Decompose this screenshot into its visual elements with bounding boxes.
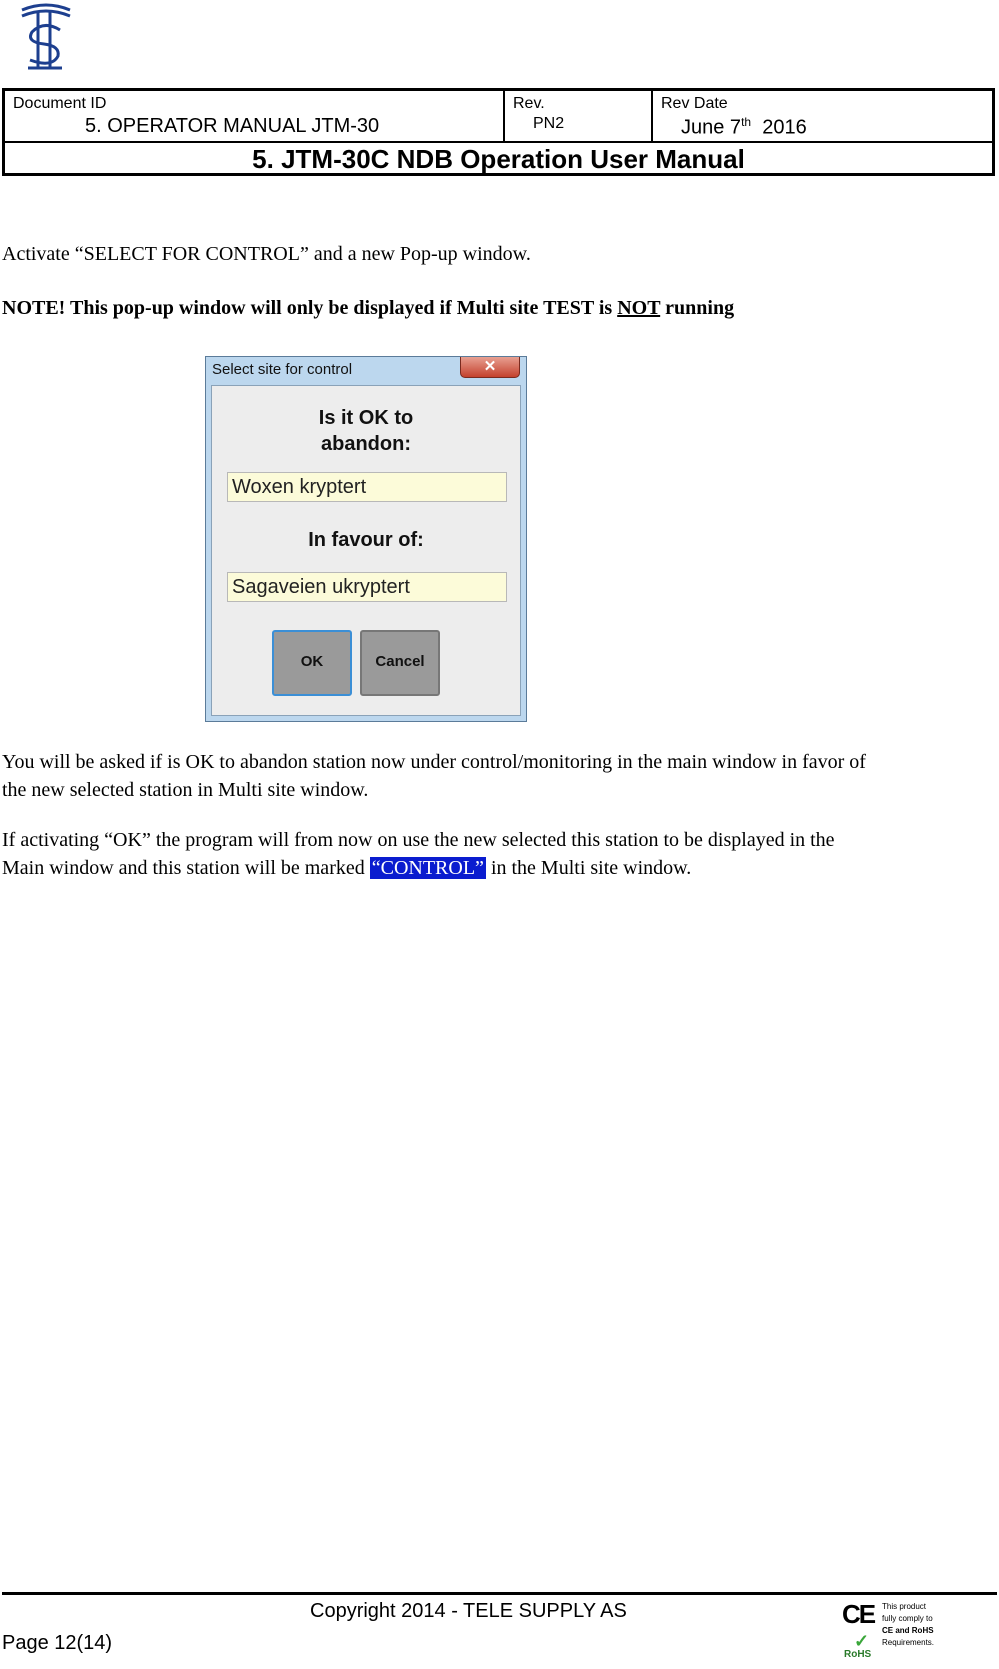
- dialog-question-line2: abandon:: [321, 433, 411, 455]
- select-site-dialog: [205, 356, 527, 722]
- ce-text-1: This product: [882, 1602, 927, 1611]
- activating-suffix: in the Multi site window.: [485, 857, 692, 879]
- company-logo: [18, 2, 74, 74]
- control-highlight: “CONTROL”: [371, 857, 484, 879]
- rev-date-caption: Rev Date: [661, 95, 728, 112]
- paragraph-asked-line2: the new selected station in Multi site window.: [2, 779, 369, 801]
- ce-mark-icon: CE: [842, 1599, 875, 1629]
- current-site-field: Woxen kryptert: [227, 472, 507, 502]
- activating-prefix: Main window and this station will be marked: [2, 857, 370, 879]
- ce-compliance-text: [882, 1601, 934, 1649]
- dialog-body: [211, 385, 521, 716]
- copyright: Copyright 2014 - TELE SUPPLY AS: [310, 1600, 627, 1622]
- ce-rohs-badge: [840, 1597, 950, 1667]
- document-id: 5. OPERATOR MANUAL JTM-30: [85, 115, 380, 137]
- rev-date: [681, 115, 807, 140]
- ok-button[interactable]: OK: [272, 630, 352, 696]
- ce-text-3: CE and RoHS: [882, 1626, 934, 1635]
- paragraph-asked-line1: You will be asked if is OK to abandon station now under control/monitoring in the main window in favor of: [2, 751, 866, 773]
- favour-label: In favour of:: [308, 529, 424, 551]
- rev-date-suffix: th: [741, 115, 752, 129]
- document-header: [2, 88, 995, 176]
- rev-date-day: June 7: [681, 116, 742, 139]
- rohs-label: RoHS: [844, 1649, 872, 1660]
- header-info-row: [5, 91, 992, 143]
- ce-text-4: Requirements.: [882, 1638, 935, 1647]
- revision: PN2: [533, 115, 565, 132]
- cancel-button[interactable]: Cancel: [360, 630, 440, 696]
- paragraph-activating-line2: [2, 854, 691, 882]
- footer-divider: [2, 1592, 997, 1595]
- note-underlined: NOT: [617, 297, 661, 319]
- new-site-field: Sagaveien ukryptert: [227, 572, 507, 602]
- ce-text-2: fully comply to: [882, 1614, 933, 1623]
- page-number: Page 12(14): [2, 1632, 113, 1654]
- rev-date-cell: [653, 91, 992, 141]
- paragraph-activating-line1: If activating “OK” the program will from now on use the new selected this station to be displayed in the: [2, 829, 835, 851]
- dialog-title: Select site for control: [212, 361, 353, 378]
- document-title: 5. JTM-30C NDB Operation User Manual: [252, 144, 745, 174]
- document-id-caption: Document ID: [13, 95, 107, 112]
- note-suffix: running: [660, 297, 735, 319]
- revision-cell: [505, 91, 653, 141]
- note-paragraph: [2, 294, 734, 322]
- note-prefix: NOTE! This pop-up window will only be displayed if Multi site TEST is: [2, 297, 618, 319]
- revision-caption: Rev.: [513, 95, 545, 112]
- checkmark-icon: ✓: [854, 1631, 870, 1651]
- document-id-cell: [5, 91, 505, 141]
- close-icon[interactable]: ✕: [460, 357, 520, 378]
- dialog-question-line1: Is it OK to: [318, 407, 414, 429]
- paragraph-activate: Activate “SELECT FOR CONTROL” and a new Pop-up window.: [2, 243, 531, 265]
- rev-date-year: 2016: [762, 116, 807, 139]
